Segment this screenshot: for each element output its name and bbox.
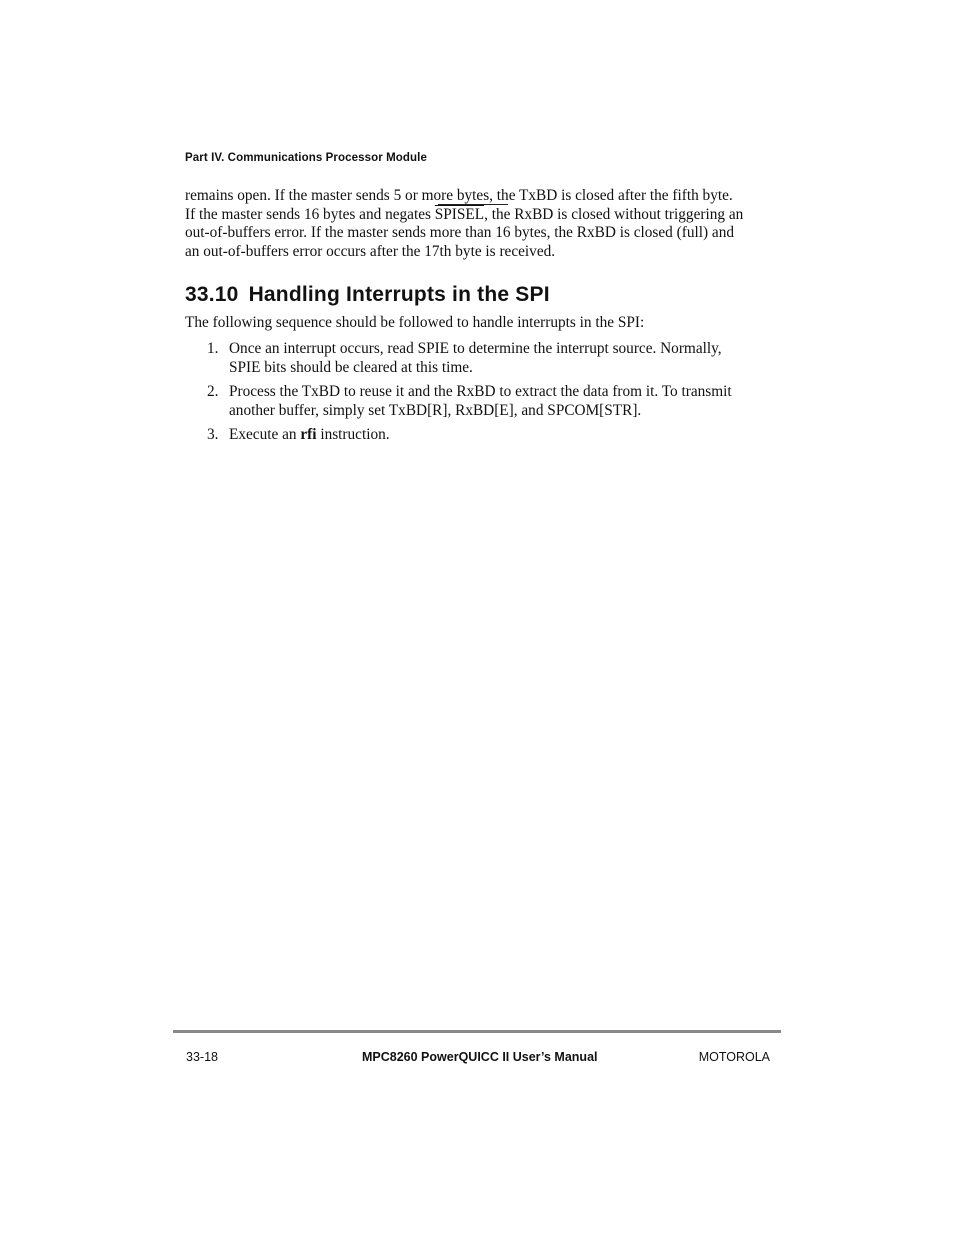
interrupt-steps-list (185, 340, 775, 451)
continuation-paragraph (185, 187, 775, 261)
change-underline (438, 204, 508, 205)
rfi-instruction: rfi (300, 426, 317, 444)
section-number: 33.10 (185, 283, 239, 306)
list-item-line: Once an interrupt occurs, read SPIE to determine the interrupt source. Normally, (229, 340, 722, 357)
list-item (185, 426, 775, 445)
list-marker: 2. (207, 383, 219, 401)
list-item (185, 340, 775, 377)
list-item-text: instruction. (316, 426, 390, 444)
footer-rule (173, 1030, 781, 1033)
section-intro: The following sequence should be followed to handle interrupts in the SPI: (185, 314, 645, 331)
list-item-line: SPIE bits should be cleared at this time. (229, 358, 473, 376)
list-marker: 1. (207, 340, 219, 357)
paragraph-line: remains open. If the master sends 5 or more bytes, the TxBD is closed after the fifth byte. (185, 187, 733, 204)
company-name: MOTOROLA (698, 1050, 770, 1064)
page-number: 33-18 (186, 1050, 218, 1064)
paragraph-line-part: , the RxBD is closed without triggering an (484, 205, 744, 223)
running-header: Part IV. Communications Processor Module (185, 152, 427, 164)
list-item-line: Process the TxBD to reuse it and the RxBD to extract the data from it. To transmit (229, 383, 732, 401)
paragraph-line-part: If the master sends 16 bytes and negates (185, 205, 435, 223)
paragraph-line: out-of-buffers error. If the master sends more than 16 bytes, the RxBD is closed (full) and (185, 224, 734, 242)
spisel-signal: SPISEL (434, 205, 485, 223)
list-marker: 3. (207, 426, 219, 444)
manual-title: MPC8260 PowerQUICC II User’s Manual (362, 1050, 598, 1064)
section-title: Handling Interrupts in the SPI (248, 283, 550, 306)
list-item-text: Execute an (229, 426, 301, 444)
section-heading (185, 282, 550, 308)
list-item (185, 383, 775, 420)
paragraph-line: an out-of-buffers error occurs after the 17th byte is received. (185, 242, 556, 260)
list-item-line: another buffer, simply set TxBD[R], RxBD[E], and SPCOM[STR]. (229, 401, 642, 419)
